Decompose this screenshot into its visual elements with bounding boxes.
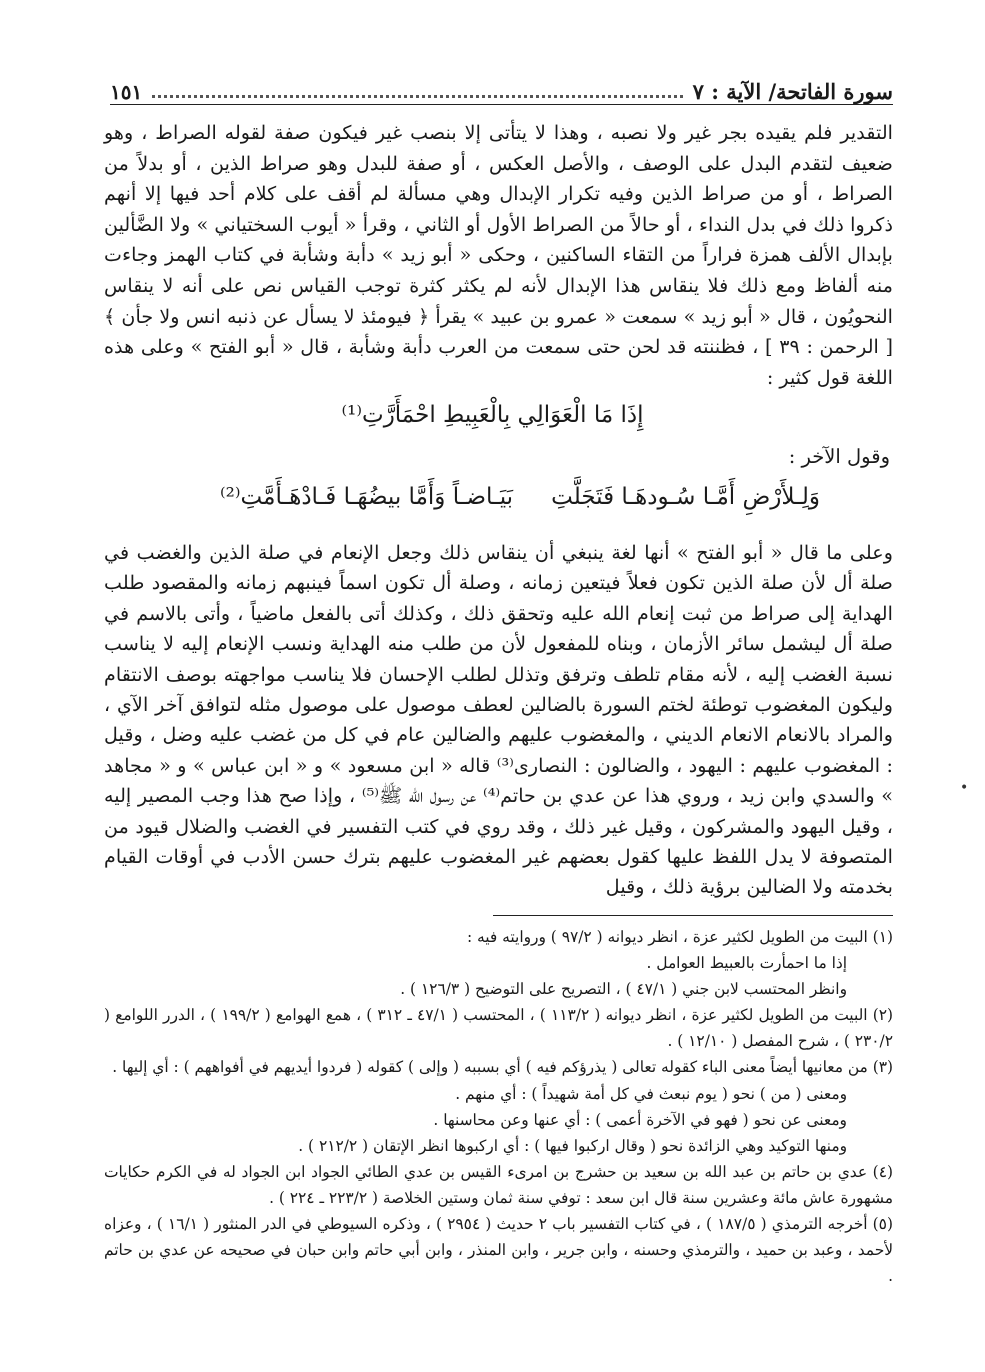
main-text-block-2 [104, 538, 893, 903]
verse-2-first-hemistich: وَلِـلأَرْضِ أَمَّـا سُـودهَـا فَتَجَلَّتِ [551, 484, 820, 510]
header-dot-leader [152, 95, 682, 98]
footnote-line: (٥) أخرجه الترمذي ( ١٨٧/٥ ) ، في كتاب التفسير باب ٢ حديث ( ٢٩٥٤ ) ، وذكره السيوطي في الدر المنثور ( ١٦/١ ) ، وعزاه لأحمد ، وعبد بن حميد ، والترمذي وحسنه ، وابن جرير ، وابن المنذر ، وابن أبي حاتم وابن حبان في صحيحه عن عدي بن حاتم . [104, 1215, 893, 1286]
footnote-line: إذا ما احمأرت بالعبيط العوامل . [646, 954, 847, 973]
poetry-verse-1: إِذَا مَا الْعَوَالِي بِالْعَبِيطِ احْمَأَرَّتِ⁽¹⁾ [341, 402, 644, 428]
footnote-line: (٤) عدي بن حاتم بن عبد الله بن سعيد بن حشرج بن امرىء القيس بن عدي الطائي الجواد ابن الجواد له في الكرم حكايات مشهورة عاش مائة وعشرين سنة قال ابن سعد : توفي سنة ثمان وستين الخلاصة ( ٢٢٣/٢ ـ ٢٢٤ ) . [104, 1162, 893, 1207]
footnote-4 [104, 1159, 893, 1211]
poetry-verse-2 [220, 484, 820, 510]
footnotes-section [104, 924, 893, 1289]
footnote-2 [104, 1002, 893, 1054]
footnote-separator [493, 915, 893, 916]
paragraph-1: التقدير فلم يقيده بجر غير ولا نصبه ، وهذا لا يتأتى إلا بنصب غير فيكون صفة لقوله الصراط ، وهو ضعيف لتقدم البدل على الوصف ، والأصل العكس ، أو صفة للبدل وهو صراط الذين ، أو بدلاً من الصراط ، أو من صراط الذين وفيه تكرار الإبدال وهي مسألة لم أقف على كلام أحد فيها إلا أنهم ذكروا ذلك في بدل النداء ، أو حالاً من الصراط الأول أو الثاني ، وقرأ « أيوب السختياني » ولا الضَّألين بإبدال الألف همزة فراراً من التقاء الساكنين ، وحكى « أبو زيد » دأبة وشأبة في كتاب الهمز وجاءت منه ألفاظ ومع ذلك فلا ينقاس هذا الإبدال لأنه لم يكثر كثرة توجب القياس نص على أنه لا ينقاس النحويُون ، قال « أبو زيد » سمعت « عمرو بن عبيد » يقرأ ﴿ فيومئذ لا يسأل عن ذنبه انس ولا جأن ﴾ [ الرحمن : ٣٩ ] ، فظننته قد لحن حتى سمعت من العرب دأبة وشأبة ، قال « أبو الفتح » وعلى هذه اللغة قول كثير : [104, 121, 893, 389]
footnote-line: وانظر المحتسب لابن جني ( ٤٧/١ ) ، التصريح على التوضيح ( ١٢٦/٣ ) . [400, 980, 847, 999]
footnote-line: ومعنى ( من ) نحو ( يوم نبعث في كل أمة شهيداً ) : أي منهم . [455, 1084, 847, 1103]
footnote-5 [104, 1211, 893, 1289]
verse-2-second-hemistich: بَيَـاضـاً وَأَمَّا بيضُهَـا فَـادْهَـأَمَّتِ⁽²⁾ [220, 484, 514, 510]
footnote-3 [104, 1054, 893, 1158]
footnote-line: ومنها التوكيد وهي الزائدة نحو ( وقال اركبوا فيها ) : أي اركبوها انظر الإتقان ( ٢١٢/٢ ) . [298, 1136, 847, 1155]
running-header [110, 70, 893, 105]
page-number: ١٥١ [110, 80, 143, 104]
footnote-line: (٣) من معانيها أيضاً معنى الباء كقوله تعالى ( يذرؤكم فيه ) أي بسببه ( وإلى ) كقوله ( فردوا أيديهم في أفواههم ) : أي إليها . [112, 1058, 893, 1077]
footnote-1 [104, 924, 893, 1002]
main-text-block-1 [104, 118, 893, 393]
footnote-line: (٢) البيت من الطويل لكثير عزة ، انظر ديوانه ( ١١٣/٢ ) ، المحتسب ( ٤٧/١ ـ ٣١٢ ) ، همع الهوامع ( ١٩٩/٢ ) ، الدرر اللوامع ( ٢٣٠/٢ ) ، شرح المفصل ( ١٢/١٠ ) . [104, 1006, 893, 1051]
margin-mark: • [960, 780, 969, 796]
paragraph-2: وعلى ما قال « أبو الفتح » أنها لغة ينبغي أن ينقاس ذلك وجعل الإنعام في صلة الذين والغضب في صلة أل لأن صلة الذين تكون فعلاً فيتعين زمانه ، وصلة أل تكون اسماً فينبهم زمانه والمقصود طلب الهداية إلى صراط من ثبت إنعام الله عليه وتحقق ذلك ، وكذلك أتى بالفعل ماضياً ، وأتى بالاسم في صلة أل ليشمل سائر الأزمان ، وبناه للمفعول لأن من طلب منه الهداية ونسب الإنعام إليه لا يناسب نسبة الغضب إليه ، لأنه مقام تلطف وترفق وتذلل لطلب الإحسان فلا يناسب مواجهته بوصف الانتقام وليكون المغضوب توطئة لختم السورة بالضالين لعطف موصول على موصول مثله لتوافق آخر الآي ، والمراد بالانعام الانعام الديني ، والمغضوب عليهم والضالين عام في كل من غضب عليه وضل ، وقيل : المغضوب عليهم : اليهود ، والضالون : النصارى⁽³⁾ قاله « ابن مسعود » و « ابن عباس » و « مجاهد » والسدي وابن زيد ، وروي هذا عن عدي بن حاتم⁽⁴⁾ عن رسول الله ﷺ⁽⁵⁾ ، وإذا صح هذا وجب المصير إليه ، وقيل اليهود والمشركون ، وقيل غير ذلك ، وقد روي في كتب التفسير في الغضب والضلال قيود من المتصوفة لا يدل اللفظ عليها كقول بعضهم غير المغضوب عليهم بترك حسن الأدب في أوقات القيام بخدمته ولا الضالين برؤية ذلك ، وقيل [104, 541, 893, 899]
verse-intro-text: وقول الآخر : [788, 445, 890, 468]
header-title: سورة الفاتحة/ الآية : ٧ [692, 79, 893, 104]
footnote-line: (١) البيت من الطويل لكثير عزة ، انظر ديوانه ( ٩٧/٢ ) وروايته فيه : [466, 928, 893, 946]
footnote-line: ومعنى عن نحو ( فهو في الآخرة أعمى ) : أي عنها وعن محاسنها . [433, 1110, 847, 1129]
